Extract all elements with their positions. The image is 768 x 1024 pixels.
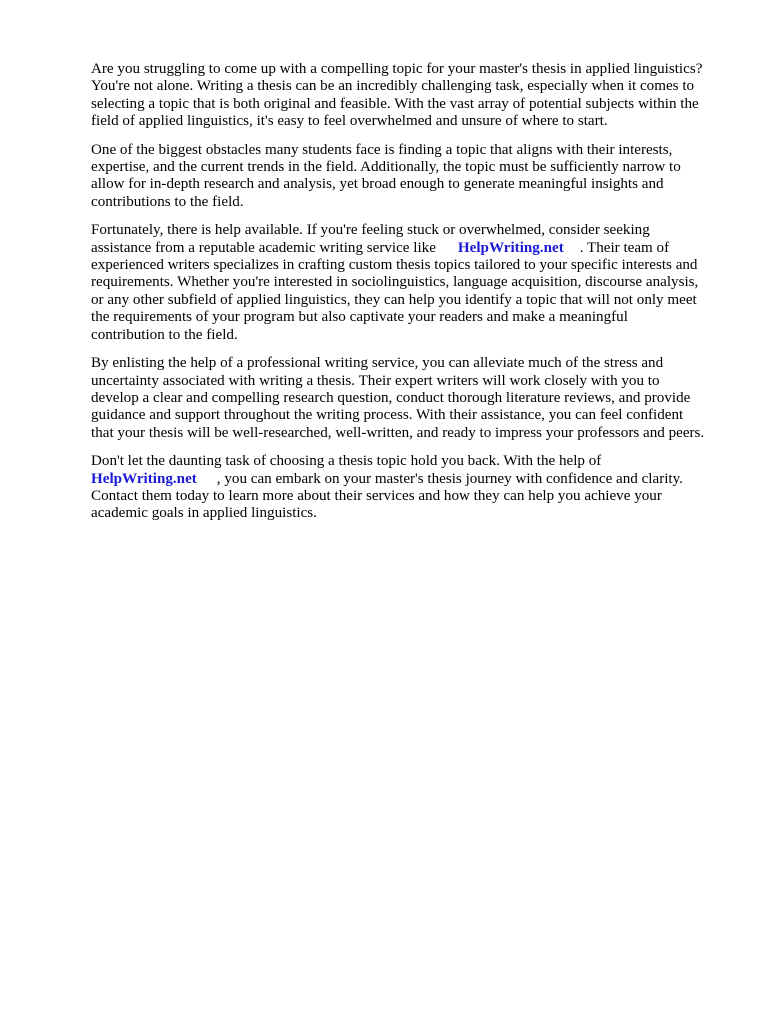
text-line: selecting a topic that is both original and feasible. With the vast array of potential subjects within the: [91, 95, 699, 112]
text-line-with-link: [91, 240, 731, 257]
text-line: that your thesis will be well-researched, well-written, and ready to impress your professors and peers.: [91, 424, 705, 441]
text-line: guidance and support throughout the writing process. With their assistance, you can feel confident: [91, 407, 684, 424]
text-line: allow for in-depth research and analysis, yet broad enough to generate meaningful insights and: [91, 176, 664, 193]
text-line: develop a clear and compelling research question, conduct thorough literature reviews, and provide: [91, 389, 691, 406]
text-line: academic goals in applied linguistics.: [91, 505, 317, 522]
text-line: By enlisting the help of a professional writing service, you can alleviate much of the stress and: [91, 355, 664, 372]
text-line: uncertainty associated with writing a thesis. Their expert writers will work closely with you to: [91, 372, 660, 389]
paragraph-benefits: [91, 355, 731, 442]
text-line: You're not alone. Writing a thesis can be an incredibly challenging task, especially when it comes to: [91, 78, 695, 95]
text-segment: , you can embark on your master's thesis journey with confidence and clarity.: [216, 470, 683, 487]
text-line: Don't let the daunting task of choosing a thesis topic hold you back. With the help of: [91, 453, 602, 470]
text-line: contributions to the field.: [91, 193, 244, 210]
text-line-with-link: [91, 471, 731, 488]
helpwriting-link[interactable]: HelpWriting.net: [457, 239, 564, 256]
text-line: the requirements of your program but also captivate your readers and make a meaningful: [91, 309, 628, 326]
text-line: contribution to the field.: [91, 326, 238, 343]
text-segment: assistance from a reputable academic writing service like: [91, 239, 436, 256]
text-line: requirements. Whether you're interested in sociolinguistics, language acquisition, discourse analysis,: [91, 274, 699, 291]
text-line: Contact them today to learn more about their services and how they can help you achieve your: [91, 487, 662, 504]
text-line: field of applied linguistics, it's easy to feel overwhelmed and unsure of where to start.: [91, 113, 608, 130]
text-line: expertise, and the current trends in the field. Additionally, the topic must be sufficiently narrow to: [91, 159, 681, 176]
paragraph-obstacles: [91, 142, 731, 212]
paragraph-conclusion: [91, 453, 731, 523]
text-segment: . Their team of: [579, 239, 670, 256]
paragraph-intro: [91, 61, 731, 131]
text-line: Fortunately, there is help available. If you're feeling stuck or overwhelmed, consider seeking: [91, 222, 650, 239]
paragraph-help: [91, 222, 731, 344]
text-line: Are you struggling to come up with a compelling topic for your master's thesis in applied linguistics?: [91, 61, 703, 77]
document-body: [91, 61, 731, 534]
helpwriting-link-2[interactable]: HelpWriting.net: [91, 470, 197, 487]
text-line: One of the biggest obstacles many students face is finding a topic that aligns with their interests,: [91, 141, 673, 158]
text-line: or any other subfield of applied linguistics, they can help you identify a topic that will not only meet: [91, 291, 697, 308]
text-line: experienced writers specializes in crafting custom thesis topics tailored to your specific interests and: [91, 257, 698, 274]
